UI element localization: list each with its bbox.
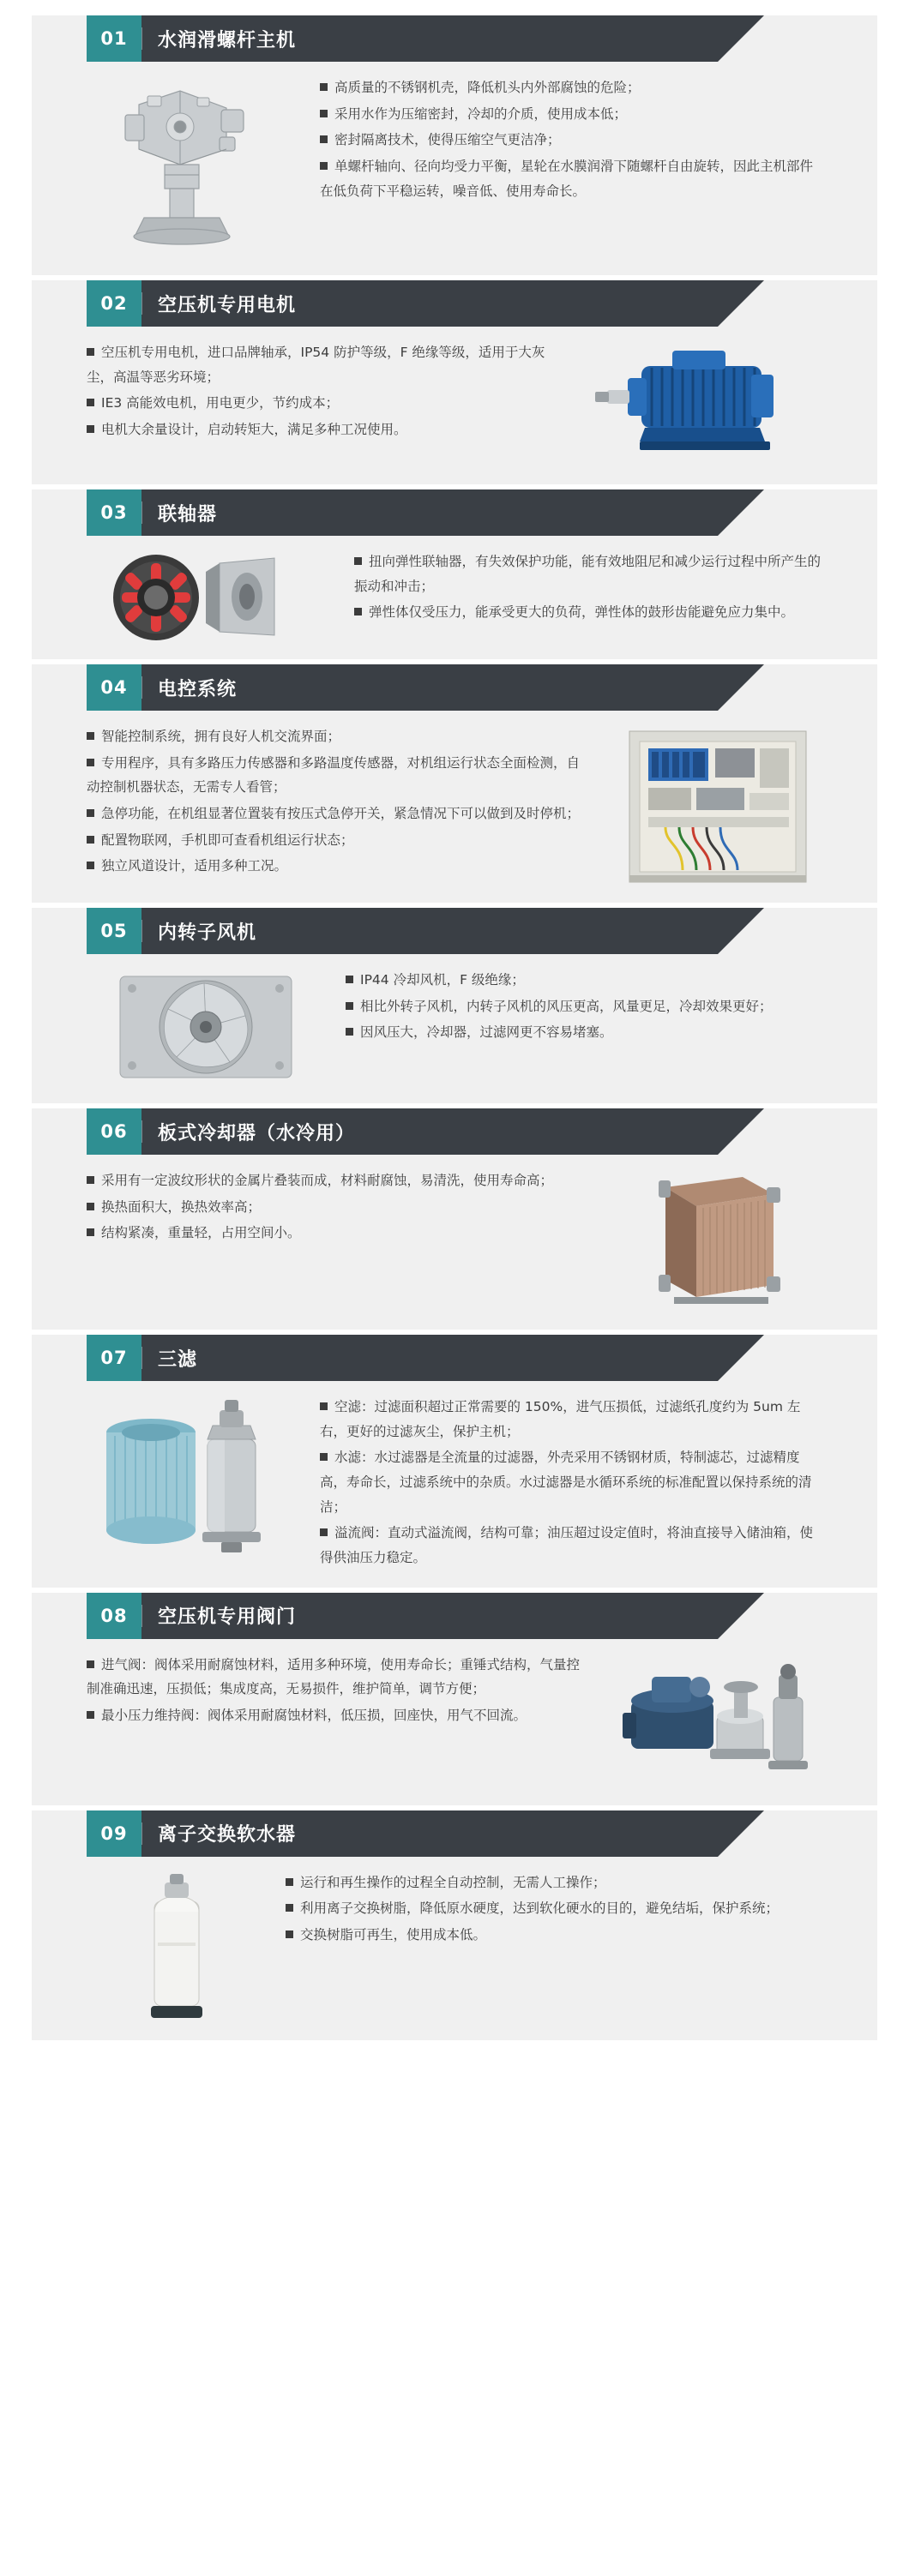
- bullet-item: 结构紧凑，重量轻，占用空间小。: [87, 1221, 591, 1246]
- section-body-07: [32, 1381, 877, 1572]
- section-title-bar-07: [141, 1335, 764, 1381]
- section-title-bar-03: [141, 489, 764, 536]
- bullet-square-icon: [320, 162, 328, 170]
- bullet-item: 最小压力维持阀：阀体采用耐腐蚀材料，低压损，回座快，用气不回流。: [87, 1703, 591, 1728]
- section-header-03: [87, 489, 764, 536]
- bullet-item: 相比外转子风机，内转子风机的风压更高，风量更足，冷却效果更好；: [346, 994, 824, 1019]
- feature-section-04: [32, 664, 877, 903]
- bullet-item: 空滤：过滤面积超过正常需要的 150%，进气压损低，过滤纸孔度约为 5um 左右，更好的过滤灰尘，保护主机；: [320, 1399, 801, 1439]
- section-title-bar-01: [141, 15, 764, 62]
- bullet-square-icon: [346, 1002, 353, 1010]
- section-header-05: [87, 908, 764, 954]
- bullet-item: 独立风道设计，适用多种工况。: [87, 854, 591, 879]
- title-divider: [141, 1822, 142, 1845]
- section-body-03: [32, 536, 877, 644]
- feature-section-09: [32, 1810, 877, 2040]
- section-title-bar-08: [141, 1593, 764, 1639]
- section-number-02: 02: [87, 280, 141, 327]
- section-header-08: [87, 1593, 764, 1639]
- section-number-08: 08: [87, 1593, 141, 1639]
- bullet-square-icon: [346, 1028, 353, 1036]
- bullet-item: IE3 高能效电机，用电更少，节约成本；: [87, 391, 557, 416]
- water-lubricated-screw-airend-photo: [87, 75, 301, 260]
- bullet-item: 急停功能，在机组显著位置装有按压式急停开关，紧急情况下可以做到及时停机；: [87, 802, 591, 826]
- section-title-02: 空压机专用电机: [158, 294, 297, 316]
- section-title-05: 内转子风机: [158, 922, 257, 944]
- section-title-03: 联轴器: [158, 503, 218, 525]
- electric-motor-photo: [575, 340, 824, 469]
- bullet-item: 智能控制系统，拥有良好人机交流界面；: [87, 724, 591, 749]
- bullet-square-icon: [87, 1176, 94, 1184]
- section-number-04: 04: [87, 664, 141, 711]
- bullet-item: 空压机专用电机，进口品牌轴承，IP54 防护等级，F 绝缘等级，适用于大灰尘，高温等恶劣环境；: [87, 345, 545, 385]
- section-title-08: 空压机专用阀门: [158, 1606, 297, 1629]
- bullet-square-icon: [87, 759, 94, 766]
- bullet-item: 溢流阀：直动式溢流阀，结构可靠；油压超过设定值时，将油直接导入储油箱，使得供油压力稳定。: [320, 1525, 814, 1566]
- control-cabinet-photo: [610, 724, 824, 887]
- bullet-item: 利用离子交换树脂，降低原水硬度，达到软化硬水的目的，避免结垢，保护系统；: [286, 1896, 824, 1921]
- bullet-square-icon: [87, 1203, 94, 1210]
- bullet-item: 弹性体仅受压力，能承受更大的负荷，弹性体的鼓形齿能避免应力集中。: [354, 600, 824, 625]
- bullet-item: 因风压大，冷却器，过滤网更不容易堵塞。: [346, 1020, 824, 1045]
- bullet-item: 密封隔离技术，使得压缩空气更洁净；: [320, 128, 824, 153]
- bullet-square-icon: [286, 1878, 293, 1886]
- title-divider: [141, 1347, 142, 1369]
- bullet-list-06: [87, 1168, 591, 1247]
- feature-section-02: [32, 280, 877, 484]
- section-header-06: [87, 1108, 764, 1155]
- feature-section-06: [32, 1108, 877, 1330]
- section-body-01: [32, 62, 877, 260]
- section-number-06: 06: [87, 1108, 141, 1155]
- section-body-06: [32, 1155, 877, 1314]
- section-title-07: 三滤: [158, 1348, 198, 1371]
- bullet-item: 高质量的不锈钢机壳，降低机头内外部腐蚀的危险；: [320, 75, 824, 100]
- bullet-square-icon: [87, 348, 94, 356]
- feature-section-03: [32, 489, 877, 659]
- bullet-square-icon: [354, 557, 362, 565]
- section-title-04: 电控系统: [158, 678, 238, 700]
- section-header-07: [87, 1335, 764, 1381]
- bullet-square-icon: [320, 135, 328, 143]
- bullet-list-03: [354, 549, 824, 627]
- section-body-09: [32, 1857, 877, 2025]
- feature-section-05: [32, 908, 877, 1103]
- bullet-list-07: [320, 1395, 824, 1572]
- section-title-09: 离子交换软水器: [158, 1824, 297, 1846]
- plate-cooler-photo: [610, 1168, 824, 1314]
- internal-rotor-fan-photo: [87, 968, 327, 1088]
- bullet-list-04: [87, 724, 591, 880]
- bullet-list-09: [286, 1870, 824, 1949]
- bullet-square-icon: [320, 1453, 328, 1461]
- bullet-item: 电机大余量设计，启动转矩大，满足多种工况使用。: [87, 417, 557, 442]
- section-number-07: 07: [87, 1335, 141, 1381]
- bullet-square-icon: [87, 732, 94, 740]
- section-number-01: 01: [87, 15, 141, 62]
- feature-section-08: [32, 1593, 877, 1805]
- bullet-square-icon: [286, 1930, 293, 1938]
- bullet-square-icon: [320, 110, 328, 117]
- bullet-square-icon: [87, 862, 94, 869]
- bullet-square-icon: [354, 608, 362, 615]
- title-divider: [141, 920, 142, 942]
- section-header-02: [87, 280, 764, 327]
- bullet-square-icon: [87, 1228, 94, 1236]
- bullet-square-icon: [320, 83, 328, 91]
- section-body-08: [32, 1639, 877, 1790]
- section-body-04: [32, 711, 877, 887]
- bullet-square-icon: [346, 976, 353, 983]
- section-number-03: 03: [87, 489, 141, 536]
- bullet-square-icon: [87, 399, 94, 406]
- title-divider: [141, 1120, 142, 1143]
- bullet-item: 换热面积大，换热效率高；: [87, 1195, 591, 1220]
- bullet-square-icon: [320, 1528, 328, 1536]
- section-title-bar-02: [141, 280, 764, 327]
- bullet-item: 进气阀：阀体采用耐腐蚀材料，适用多种环境，使用寿命长；重锤式结构，气量控制准确迅速，压损低；集成度高，无易损件，维护简单，调节方便；: [87, 1656, 581, 1697]
- bullet-square-icon: [87, 809, 94, 817]
- section-body-02: [32, 327, 877, 469]
- section-header-09: [87, 1810, 764, 1857]
- bullet-square-icon: [87, 1660, 94, 1668]
- section-header-01: [87, 15, 764, 62]
- bullet-square-icon: [87, 1711, 94, 1719]
- section-title-bar-04: [141, 664, 764, 711]
- section-title-bar-05: [141, 908, 764, 954]
- bullet-item: 运行和再生操作的过程全自动控制，无需人工操作；: [286, 1870, 824, 1895]
- feature-section-07: [32, 1335, 877, 1588]
- bullet-item: 单螺杆轴向、径向均受力平衡，星轮在水膜润滑下随螺杆自由旋转，因此主机部件在低负荷下平稳运转，噪音低、使用寿命长。: [320, 159, 814, 199]
- section-header-04: [87, 664, 764, 711]
- bullet-list-02: [87, 340, 557, 444]
- bullet-square-icon: [87, 425, 94, 433]
- bullet-square-icon: [320, 1402, 328, 1410]
- bullet-square-icon: [87, 836, 94, 844]
- section-title-bar-09: [141, 1810, 764, 1857]
- section-title-bar-06: [141, 1108, 764, 1155]
- three-filters-photo: [87, 1395, 301, 1566]
- bullet-list-08: [87, 1653, 591, 1730]
- title-divider: [141, 501, 142, 524]
- bullet-item: IP44 冷却风机，F 级绝缘；: [346, 968, 824, 993]
- title-divider: [141, 676, 142, 699]
- title-divider: [141, 292, 142, 315]
- bullet-item: 水滤：水过滤器是全流量的过滤器，外壳采用不锈钢材质，特制滤芯，过滤精度高，寿命长，过滤系统中的杂质。水过滤器是水循环系统的标准配置以保持系统的清洁；: [320, 1450, 812, 1515]
- special-valves-photo: [610, 1653, 824, 1790]
- bullet-item: 采用有一定波纹形状的金属片叠装而成，材料耐腐蚀，易清洗，使用寿命高；: [87, 1168, 591, 1193]
- bullet-square-icon: [286, 1904, 293, 1912]
- feature-section-01: [32, 15, 877, 275]
- bullet-item: 交换树脂可再生，使用成本低。: [286, 1923, 824, 1948]
- section-number-05: 05: [87, 908, 141, 954]
- title-divider: [141, 1605, 142, 1627]
- bullet-item: 配置物联网，手机即可查看机组运行状态；: [87, 828, 591, 853]
- bullet-list-01: [320, 75, 824, 205]
- bullet-list-05: [346, 968, 824, 1047]
- bullet-item: 采用水作为压缩密封，冷却的介质，使用成本低；: [320, 102, 824, 127]
- title-divider: [141, 27, 142, 50]
- section-title-01: 水润滑螺杆主机: [158, 29, 297, 51]
- section-title-06: 板式冷却器（水冷用）: [158, 1122, 356, 1144]
- coupling-photo: [87, 549, 335, 644]
- ion-exchange-water-softener-photo: [87, 1870, 267, 2025]
- bullet-item: 扭向弹性联轴器，有失效保护功能，能有效地阻尼和减少运行过程中所产生的振动和冲击；: [354, 554, 822, 594]
- bullet-item: 专用程序，具有多路压力传感器和多路温度传感器，对机组运行状态全面检测，自动控制机器状态，无需专人看管；: [87, 754, 581, 796]
- section-body-05: [32, 954, 877, 1088]
- section-number-09: 09: [87, 1810, 141, 1857]
